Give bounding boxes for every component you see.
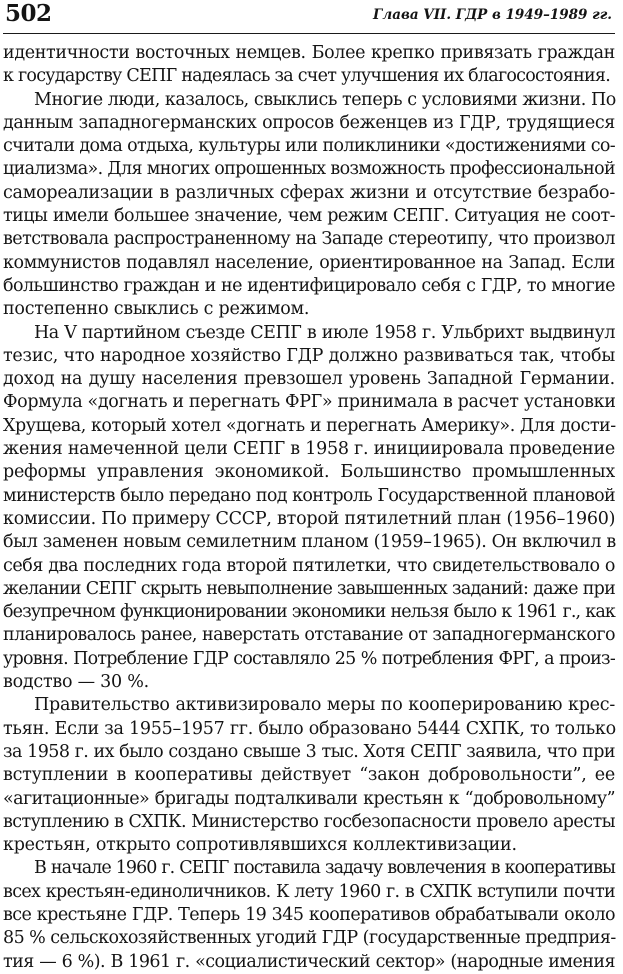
chapter-title: Глава VII. ГДР в 1949–1989 гг.: [373, 7, 612, 23]
text-line: самореализации в различных сферах жизни и отсутствие безрабо-: [3, 182, 615, 203]
text-line: безупречном функционировании экономики нельзя было к 1961 г., как: [3, 602, 615, 623]
text-line: ветствовала распространенному на Западе стереотипу, что произвол: [3, 229, 615, 250]
text-line: все крестьяне ГДР. Теперь 19 345 кооперативов обрабатывали около: [3, 904, 615, 925]
text-line: большинство граждан и не идентифицировало себя с ГДР, то многие: [3, 275, 615, 296]
page-number: 502: [5, 0, 52, 27]
text-line: реформы управления экономикой. Большинство промышленных: [3, 462, 615, 483]
text-line: вступлению в СХПК. Министерство госбезопасности провело аресты: [3, 811, 615, 832]
text-line: считали дома отдыха, культуры или поликлиники «достижениями со-: [3, 136, 615, 157]
text-line: уровня. Потребление ГДР составляло 25 % потребления ФРГ, а произ-: [3, 648, 615, 669]
text-line: Хрущева, который хотел «догнать и перегнать Америку». Для дости-: [3, 415, 616, 436]
text-line: комиссии. По примеру СССР, второй пятилетний план (1956–1960): [3, 508, 616, 529]
paragraph-first-line: На V партийном съезде СЕПГ в июле 1958 г. Ульбрихт выдвинул: [34, 322, 615, 343]
text-line: желании СЕПГ скрыть невыполнение завышенных заданий: даже при: [3, 578, 615, 599]
text-line: идентичности восточных немцев. Более крепко привязать граждан: [3, 43, 615, 63]
text-line: был заменен новым семилетним планом (1959–1965). Он включил в: [3, 532, 616, 553]
text-line: тия — 6 %). В 1961 г. «социалистический сектор» (народные имения: [3, 951, 615, 972]
header-rule: [3, 33, 615, 34]
text-line: к государству СЕПГ надеялась за счет улучшения их благосостояния.: [3, 66, 611, 87]
text-line: циализма». Для многих опрошенных возможность профессиональной: [3, 159, 615, 180]
text-line: крестьян, открыто сопротивлявшихся коллективизации.: [3, 835, 517, 856]
text-line: «агитационные» бригады подталкивали крестьян к “добровольному”: [3, 788, 615, 809]
text-line: данным западногерманских опросов беженцев из ГДР, трудящиеся: [3, 112, 615, 133]
text-line: тицы имели большее значение, чем режим СЕПГ. Ситуация не соот-: [3, 206, 615, 227]
running-head: [3, 0, 615, 34]
text-line: доход на душу населения превзошел уровень Западной Германии.: [3, 369, 615, 390]
text-line: вступлении в кооперативы действует “закон добровольности”, ее: [3, 765, 615, 786]
text-line: Формула «догнать и перегнать ФРГ» принимала в расчет установки: [3, 392, 616, 413]
paragraph-first-line: В начале 1960 г. СЕПГ поставила задачу вовлечения в кооперативы: [34, 858, 615, 879]
paragraph-first-line: Правительство активизировало меры по кооперированию крес-: [34, 695, 615, 716]
text-line: 85 % сельскохозяйственных угодий ГДР (государственные предприя-: [3, 928, 616, 949]
text-line: постепенно свыклись с режимом.: [3, 299, 310, 320]
text-line: коммунистов подавлял население, ориентированное на Запад. Если: [3, 252, 615, 273]
text-line: всех крестьян-единоличников. К лету 1960 г. в СХПК вступили почти: [3, 881, 615, 902]
text-line: тьян. Если за 1955–1957 гг. было образовано 5444 СХПК, то только: [3, 718, 616, 739]
text-line: себя два последних года второй пятилетки, что свидетельствовало о: [3, 555, 615, 576]
text-line: тезис, что народное хозяйство ГДР должно развиваться так, чтобы: [3, 345, 615, 366]
paragraph-first-line: Многие люди, казалось, свыклись теперь с условиями жизни. По: [34, 89, 616, 110]
text-line: министерств было передано под контроль Государственной плановой: [3, 485, 615, 506]
text-line: за 1958 г. их было создано свыше 3 тыс. Хотя СЕПГ заявила, что при: [3, 741, 615, 762]
book-page: [3, 0, 616, 972]
body-text: [3, 42, 615, 974]
text-line: водство — 30 %.: [3, 672, 149, 693]
text-line: планировалось ранее, наверстать отставание от западногерманского: [3, 625, 615, 646]
text-line: жения намеченной цели СЕПГ в 1958 г. инициировала проведение: [3, 439, 615, 460]
